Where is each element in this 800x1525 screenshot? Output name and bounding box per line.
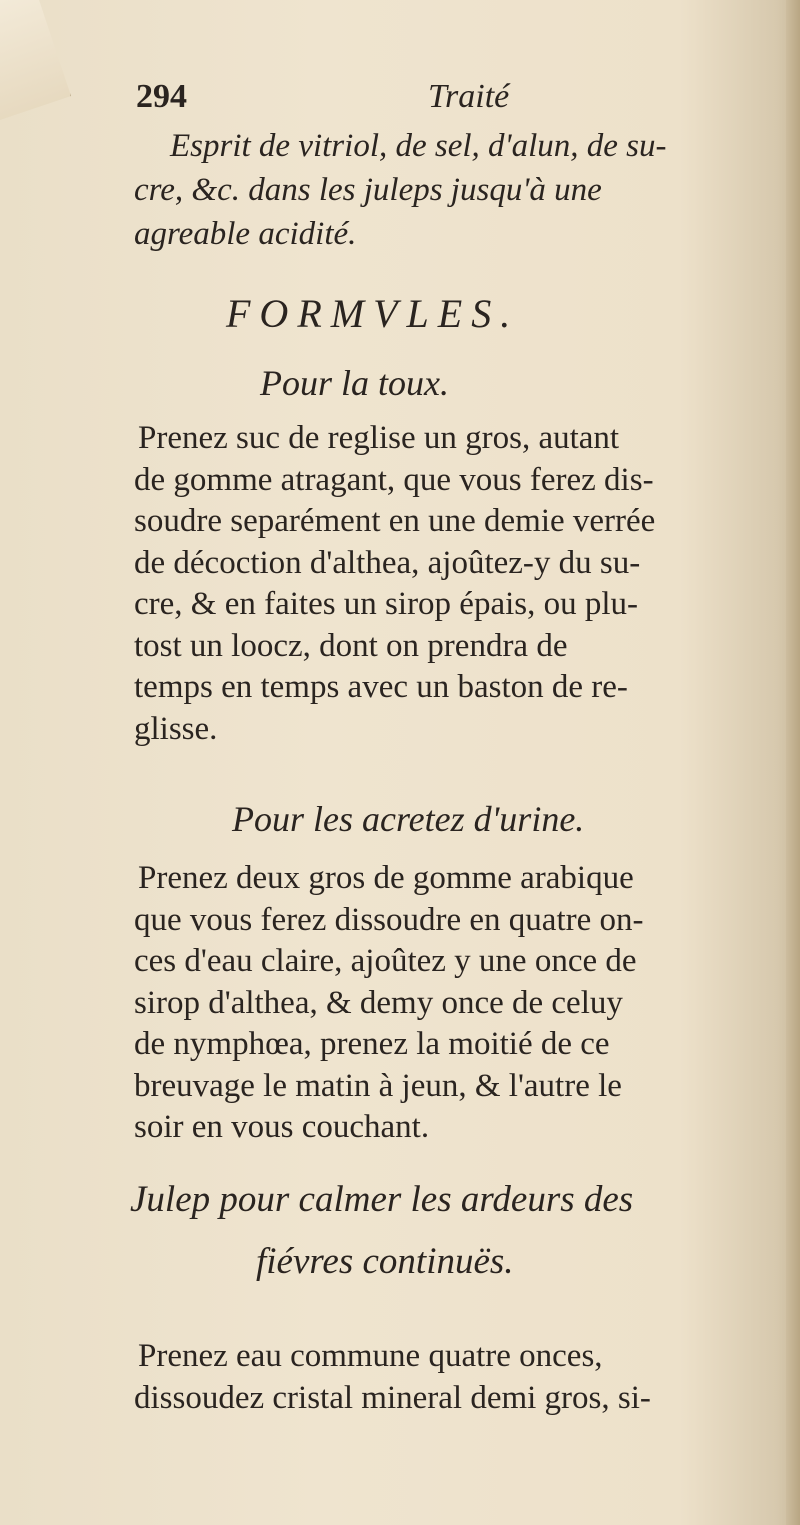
- text-line: Prenez deux gros de gomme arabique: [138, 860, 634, 896]
- text-line: dissoudez cristal mineral demi gros, si-: [134, 1379, 651, 1416]
- text-line: agreable acidité.: [134, 216, 357, 252]
- formula-title: Pour les acretez d'urine.: [232, 799, 585, 839]
- text-line: tost un loocz, dont on prendra de: [134, 627, 568, 664]
- page-edge: [786, 0, 800, 1525]
- page-number: 294: [136, 78, 187, 115]
- formula-title: Pour la toux.: [260, 363, 449, 403]
- formula-body: [130, 858, 770, 1149]
- text-line: que vous ferez dissoudre en quatre on-: [134, 901, 644, 938]
- text-line: cre, & en faites un sirop épais, ou plu-: [134, 586, 639, 622]
- folded-corner: [0, 0, 71, 120]
- text-line: ces d'eau claire, ajoûtez y une once de: [134, 943, 637, 979]
- formula-title: Julep pour calmer les ardeurs des: [130, 1179, 634, 1220]
- text-line: sirop d'althea, & demy once de celuy: [134, 984, 623, 1021]
- text-line: de gomme atragant, que vous ferez dis-: [134, 461, 654, 498]
- text-line: breuvage le matin à jeun, & l'autre le: [134, 1067, 622, 1104]
- text-line: temps en temps avec un baston de re-: [134, 669, 628, 705]
- text-line: de nymphœa, prenez la moitié de ce: [134, 1026, 610, 1062]
- intro-paragraph: [134, 124, 770, 256]
- text-line: Prenez eau commune quatre onces,: [138, 1338, 603, 1374]
- section-title: FORMVLES.: [226, 291, 520, 336]
- text-line: Esprit de vitriol, de sel, d'alun, de su-: [170, 128, 667, 164]
- text-line: de décoction d'althea, ajoûtez-y du su-: [134, 544, 641, 581]
- page-header: [136, 78, 576, 128]
- formula-body: [130, 418, 770, 750]
- text-line: cre, &c. dans les juleps jusqu'à une: [134, 172, 602, 208]
- formula-title-continued: fiévres continuës.: [256, 1241, 514, 1282]
- text-line: glisse.: [134, 710, 218, 747]
- text-line: Prenez suc de reglise un gros, autant: [138, 420, 620, 456]
- text-line: soir en vous couchant.: [134, 1109, 430, 1145]
- running-head: Traité: [428, 78, 510, 115]
- text-line: soudre separément en une demie verrée: [134, 503, 656, 539]
- formula-body: [130, 1336, 770, 1419]
